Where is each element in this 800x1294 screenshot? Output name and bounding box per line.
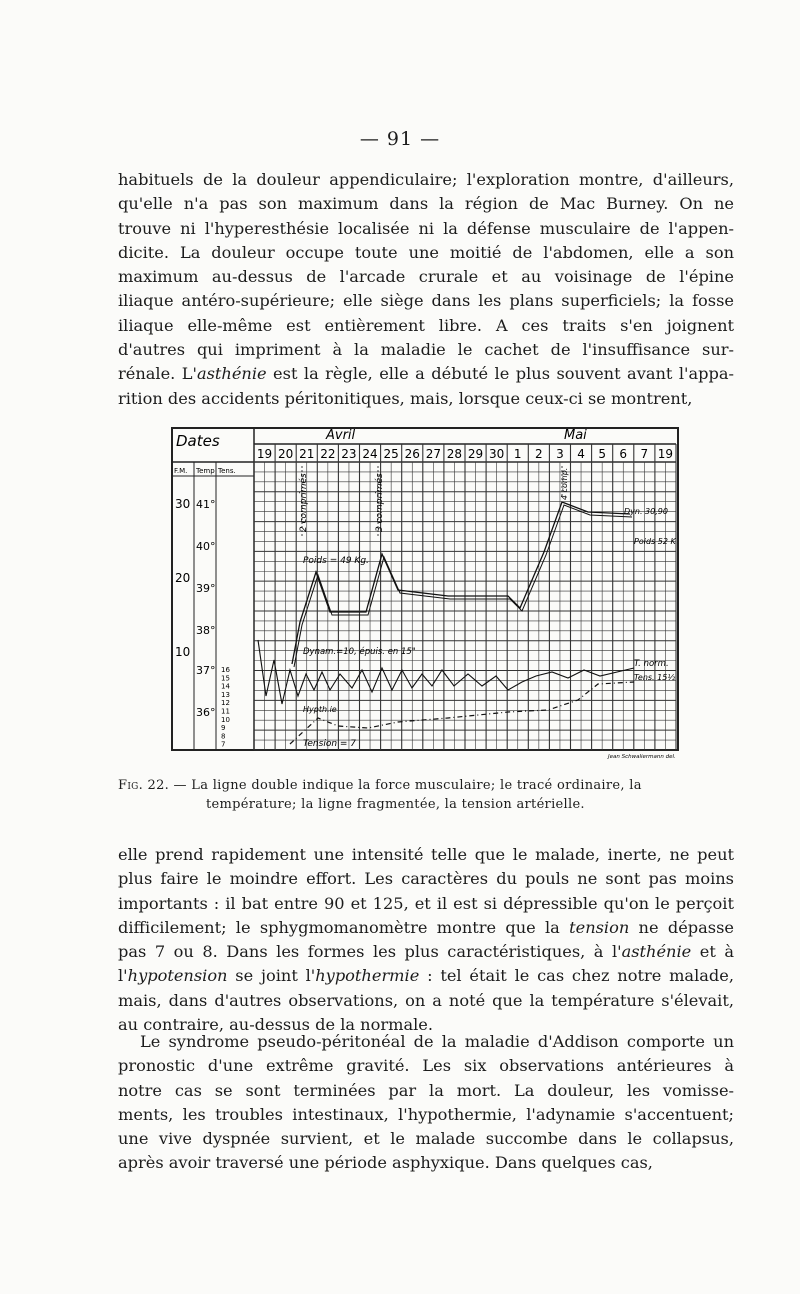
- text-segment: d'autres qui impriment à la maladie le cachet de l'insuffisance sur-: [118, 340, 734, 360]
- text-segment: une vive dyspnée survient, et le malade succombe dans le collapsus,: [118, 1129, 734, 1149]
- text-segment: est la règle, elle a débuté le plus souvent avant l'appa-: [266, 364, 734, 384]
- tension-tick: 14: [221, 682, 230, 691]
- text-segment: : tel était le cas chez notre malade,: [419, 966, 734, 986]
- temp-tick: 41°: [196, 498, 216, 511]
- dates-label: Dates: [176, 432, 220, 450]
- tension-tick: 8: [221, 732, 226, 741]
- text-line: [118, 843, 734, 867]
- text-segment: Le syndrome pseudo-péritonéal de la maladie d'Addison comporte un: [140, 1032, 734, 1051]
- text-line: [118, 1127, 734, 1151]
- text-segment: rition des accidents péritonitiques, mais, lorsque ceux-ci se montrent,: [118, 388, 693, 408]
- day-label: 24: [362, 447, 378, 461]
- annot-tension-start: Tension = 7: [303, 739, 357, 749]
- italic-term: asthénie: [196, 364, 267, 384]
- tension-tick: 15: [221, 674, 230, 683]
- caption-fig-label: Fig. 22.: [118, 778, 170, 793]
- day-label: 30: [489, 447, 505, 461]
- day-label: 3: [556, 447, 564, 461]
- italic-term: tension: [569, 917, 630, 937]
- annot-tens-end: Tens. 15½: [634, 673, 676, 682]
- day-label: 20: [278, 447, 294, 461]
- text-line: [118, 241, 734, 265]
- text-segment: pronostic d'une extrême gravité. Les six observations antérieures à: [118, 1056, 734, 1076]
- column-headers: [174, 467, 236, 475]
- tension-tick: 10: [221, 715, 230, 724]
- text-line: [118, 168, 734, 192]
- text-line: [118, 387, 734, 411]
- italic-term: hypotension: [127, 966, 228, 986]
- text-line: [118, 916, 734, 940]
- text-segment: mais, dans d'autres observations, on a noté que la température s'élevait,: [118, 990, 734, 1010]
- month-avril: Avril: [326, 428, 356, 443]
- annot-dyn-end: Dyn. 30,90: [624, 507, 668, 516]
- day-label: 6: [619, 447, 628, 461]
- temp-tick: 40°: [196, 540, 216, 553]
- text-segment: plus faire le moindre effort. Les caractères du pouls ne sont pas moins: [118, 869, 734, 889]
- day-label: 27: [425, 447, 441, 461]
- text-segment: dicite. La douleur occupe toute une moitié de l'abdomen, elle a son: [118, 242, 734, 262]
- text-segment: après avoir traversé une période asphyxique. Dans quelques cas,: [118, 1153, 653, 1173]
- text-line: [118, 867, 734, 891]
- paragraph-top: [118, 168, 734, 411]
- text-line: [118, 217, 734, 241]
- text-segment: difficilement; le sphygmomanomètre montre que la: [118, 917, 570, 937]
- tension-curve: [290, 682, 634, 744]
- annot-dynam-start: Dynam.=10, épuis. en 15": [303, 647, 416, 657]
- text-line: [118, 892, 734, 916]
- temp-tick: 38°: [196, 624, 216, 637]
- annot-hypoth: Hypth.ie: [303, 705, 337, 714]
- text-segment: qu'elle n'a pas son maximum dans la région de Mac Burney. On ne: [118, 194, 734, 214]
- text-segment: et à: [691, 942, 734, 962]
- text-line: [118, 192, 734, 216]
- month-mai: Mai: [564, 428, 587, 443]
- text-line: [118, 265, 734, 289]
- tension-tick: 9: [221, 724, 226, 733]
- day-label: 22: [320, 447, 336, 461]
- day-label: 26: [404, 447, 420, 461]
- day-label: 21: [299, 447, 315, 461]
- annot-poids-end: Poids 52 K: [634, 537, 676, 546]
- fm-tick: 30: [175, 497, 191, 511]
- day-label: 5: [598, 447, 606, 461]
- text-segment: iliaque antéro-supérieure; elle siège dans les plans superficiels; la fosse: [118, 291, 734, 311]
- text-segment: pas 7 ou 8. Dans les formes les plus caractéristiques, à l': [118, 942, 622, 962]
- day-label: 28: [446, 447, 463, 461]
- annot-signature: Jean Schwaliermann del.: [608, 754, 676, 759]
- caption-line1: — La ligne double indique la force musculaire; le tracé ordinaire, la: [173, 778, 642, 793]
- paragraph-bottom: [118, 843, 734, 1037]
- day-label: 2: [535, 447, 543, 461]
- fm-tick: 20: [175, 571, 191, 585]
- text-line: [118, 964, 734, 988]
- caption-line2: température; la ligne fragmentée, la tension artérielle.: [206, 797, 585, 812]
- day-label: 23: [341, 447, 357, 461]
- text-segment: se joint l': [227, 966, 316, 986]
- text-line: [118, 1151, 734, 1175]
- temp-tick: 39°: [196, 582, 216, 595]
- tension-tick: 12: [221, 699, 230, 708]
- tension-tick: 7: [221, 740, 226, 749]
- text-line: [118, 338, 734, 362]
- text-segment: ne dépasse: [629, 917, 734, 937]
- text-line: [118, 314, 734, 338]
- annot-comprimes-2: 2 comprimés: [299, 473, 309, 532]
- text-line: [118, 289, 734, 313]
- text-line: [118, 940, 734, 964]
- page-number: — 91 —: [359, 128, 441, 150]
- day-label: 4: [577, 447, 585, 461]
- text-line: [118, 1030, 734, 1054]
- day-label: 25: [383, 447, 399, 461]
- clinical-chart-figure: [168, 424, 682, 759]
- axis-ticks: [175, 497, 230, 749]
- text-segment: l': [118, 966, 128, 986]
- text-segment: ments, les troubles intestinaux, l'hypothermie, l'adynamie s'accentuent;: [118, 1104, 734, 1124]
- text-segment: iliaque elle-même est entièrement libre. A ces traits s'en joignent: [118, 315, 734, 335]
- tension-tick: 13: [221, 690, 230, 699]
- temp-tick: 36°: [196, 706, 216, 719]
- column-header: Tens.: [218, 467, 236, 475]
- temp-tick: 37°: [196, 664, 216, 677]
- day-label: 19: [256, 447, 273, 461]
- text-line: [118, 362, 734, 386]
- text-segment: maximum au-dessus de l'arcade crurale et au voisinage de l'épine: [118, 267, 734, 287]
- annot-comprimes-4: 4 comp.: [560, 467, 569, 500]
- day-label: 1: [513, 447, 522, 461]
- annot-t-norm: T. norm.: [634, 659, 669, 669]
- day-label: 19: [657, 447, 674, 461]
- paragraph-last: [118, 1030, 734, 1176]
- chart-curves: [258, 466, 634, 744]
- text-segment: habituels de la douleur appendiculaire; l'exploration montre, d'ailleurs,: [118, 170, 734, 189]
- text-segment: elle prend rapidement une intensité telle que le malade, inerte, ne peut: [118, 845, 734, 864]
- annot-poids-start: Poids = 49 Kg.: [303, 556, 369, 566]
- text-segment: importants : il bat entre 90 et 125, et il est si dépressible qu'on le perçoit: [118, 893, 734, 913]
- fm-tick: 10: [175, 645, 191, 659]
- strength-curve-a: [292, 502, 630, 664]
- italic-term: hypothermie: [315, 966, 420, 986]
- text-segment: notre cas se sont terminées par la mort. La douleur, les vomisse-: [118, 1080, 734, 1100]
- text-line: [118, 989, 734, 1013]
- text-line: [118, 1103, 734, 1127]
- tension-tick: 11: [221, 707, 230, 716]
- tension-tick: 16: [221, 666, 230, 674]
- column-header: Temp: [196, 467, 215, 475]
- text-segment: rénale. L': [118, 364, 197, 384]
- text-line: [118, 1054, 734, 1078]
- text-line: [118, 1079, 734, 1103]
- figure-caption: [118, 776, 734, 814]
- column-header: F.M.: [174, 467, 188, 475]
- day-label: 29: [467, 447, 484, 461]
- day-label: 7: [640, 447, 649, 461]
- annot-comprimes-3: 3 comprimés: [375, 473, 385, 532]
- text-segment: trouve ni l'hyperesthésie localisée ni la défense musculaire de l'appen-: [118, 218, 734, 238]
- chart-grid: [172, 428, 676, 750]
- text-segment: au contraire, au-dessus de la normale.: [118, 1015, 433, 1035]
- italic-term: asthénie: [621, 942, 692, 962]
